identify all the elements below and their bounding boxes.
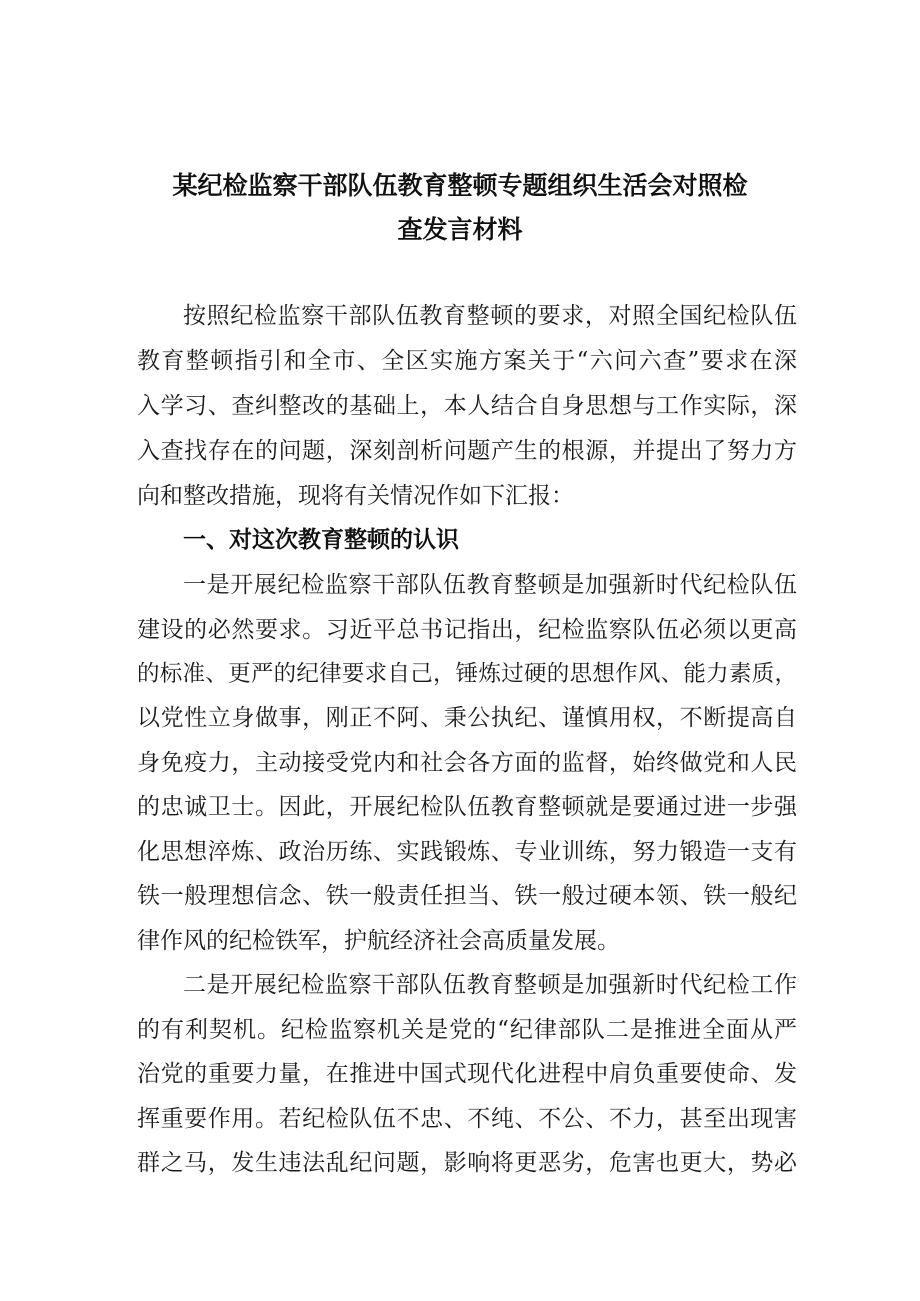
paragraph-3-line: 群之马，发生违法乱纪问题，影响将更恶劣，危害也更大，势必 xyxy=(137,1150,797,1176)
paragraph-1-line: 向和整改措施，现将有关情况作如下汇报： xyxy=(137,483,574,509)
paragraph-1-line: 按照纪检监察干部队伍教育整顿的要求，对照全国纪检队伍 xyxy=(183,303,797,329)
paragraph-3-line: 治党的重要力量，在推进中国式现代化进程中肩负重要使命、发 xyxy=(137,1061,797,1087)
paragraph-3-line: 的有利契机。纪检监察机关是党的“纪律部队二是推进全面从严 xyxy=(137,1017,797,1043)
section-1-heading: 一、对这次教育整顿的认识 xyxy=(183,527,459,553)
paragraph-1-line: 教育整顿指引和全市、全区实施方案关于“六问六查”要求在深 xyxy=(137,348,797,374)
paragraph-2-line: 以党性立身做事，刚正不阿、秉公执纪、谨慎用权，不断提高自 xyxy=(137,705,797,731)
paragraph-2-line: 的标准、更严的纪律要求自己，锤炼过硬的思想作风、能力素质， xyxy=(137,661,797,687)
paragraph-2-line: 身免疫力，主动接受党内和社会各方面的监督，始终做党和人民 xyxy=(137,750,797,776)
paragraph-2-line: 铁一般理想信念、铁一般责任担当、铁一般过硬本领、铁一般纪 xyxy=(137,883,797,909)
document-title-line-2: 查发言材料 xyxy=(397,215,523,244)
paragraph-3-line: 二是开展纪检监察干部队伍教育整顿是加强新时代纪检工作 xyxy=(183,972,797,998)
paragraph-2-line: 化思想淬炼、政治历练、实践锻炼、专业训练，努力锻造一支有 xyxy=(137,839,797,865)
paragraph-3-line: 挥重要作用。若纪检队伍不忠、不纯、不公、不力，甚至出现害 xyxy=(137,1106,797,1132)
paragraph-2-line: 律作风的纪检铁军，护航经济社会高质量发展。 xyxy=(137,928,620,954)
paragraph-2-line: 建设的必然要求。习近平总书记指出，纪检监察队伍必须以更高 xyxy=(137,617,797,643)
paragraph-1-line: 入查找存在的问题，深刻剖析问题产生的根源，并提出了努力方 xyxy=(137,438,797,464)
paragraph-1-line: 入学习、查纠整改的基础上，本人结合自身思想与工作实际，深 xyxy=(137,393,797,419)
paragraph-2-line: 的忠诚卫士。因此，开展纪检队伍教育整顿就是要通过进一步强 xyxy=(137,794,797,820)
document-title-line-1: 某纪检监察干部队伍教育整顿专题组织生活会对照检 xyxy=(172,171,748,200)
paragraph-2-line: 一是开展纪检监察干部队伍教育整顿是加强新时代纪检队伍 xyxy=(183,572,797,598)
